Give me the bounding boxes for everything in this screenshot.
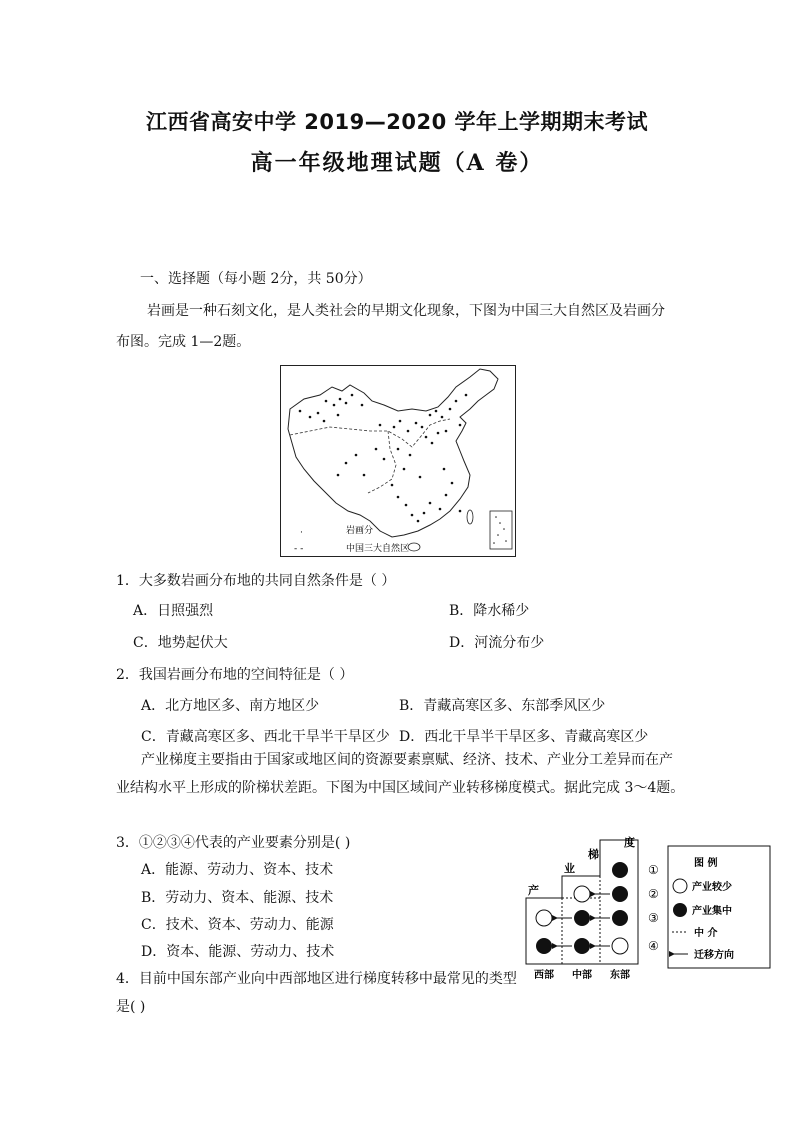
legend-hollow-circle <box>673 879 687 893</box>
q1-option-a: A．日照强烈 <box>133 603 214 619</box>
q3-option-a: A．能源、劳动力、资本、技术 <box>141 862 334 878</box>
map-legend-dash: - - <box>294 544 304 554</box>
passage2-line2: 业结构水平上形成的阶梯状差距。下图为中国区域间产业转移梯度模式。据此完成 3～4题。 <box>116 780 685 796</box>
x-label-west: 西部 <box>534 970 554 981</box>
china-rock-art-map <box>280 365 516 557</box>
q1-stem: 1．大多数岩画分布地的共同自然条件是（ ） <box>116 573 396 589</box>
q3-option-b: B．劳动力、资本、能源、技术 <box>141 890 334 906</box>
circle-r2-east <box>612 886 628 902</box>
x-label-central: 中部 <box>572 970 592 981</box>
industry-gradient-diagram <box>522 836 774 984</box>
q3-option-d: D．资本、能源、劳动力、技术 <box>141 944 335 960</box>
label-ye: 业 <box>564 862 575 875</box>
exam-title: 江西省高安中学 2019—2020 学年上学期期末考试 <box>145 110 648 134</box>
q2-stem: 2．我国岩画分布地的空间特征是（ ） <box>116 667 354 683</box>
circle-r3-east <box>612 910 628 926</box>
passage1-line1: 岩画是一种石刻文化，是人类社会的早期文化现象，下图为中国三大自然区及岩画分 <box>147 303 665 319</box>
circle-r3-central <box>574 910 590 926</box>
q1-option-b: B．降水稀少 <box>449 603 530 619</box>
q4-line2: 是( ) <box>116 999 146 1015</box>
section-heading: 一、选择题（每小题 2分，共 50分） <box>140 271 372 287</box>
row-label-2: ② <box>648 887 659 901</box>
x-label-east: 东部 <box>610 970 630 981</box>
q2-option-a: A．北方地区多、南方地区少 <box>141 698 320 714</box>
map-label-regions: 中国三大自然区 <box>346 544 410 554</box>
passage2-line1: 产业梯度主要指由于国家或地区间的资源要素禀赋、经济、技术、产业分工差异而在产 <box>141 752 673 768</box>
circle-r2-central <box>574 886 590 902</box>
legend-title: 图 例 <box>694 858 718 869</box>
circle-r4-central <box>574 938 590 954</box>
legend-concentrated: 产业集中 <box>692 906 732 917</box>
q1-option-d: D．河流分布少 <box>449 635 545 651</box>
q1-option-c: C．地势起伏大 <box>133 635 228 651</box>
q2-option-d: D．西北干旱半干旱区多、青藏高寒区少 <box>399 729 649 745</box>
q3-option-c: C．技术、资本、劳动力、能源 <box>141 917 334 933</box>
q2-option-b: B．青藏高寒区多、东部季风区少 <box>399 698 606 714</box>
row-label-1: ① <box>648 863 659 877</box>
label-chan: 产 <box>528 884 539 897</box>
circle-r4-west <box>536 938 552 954</box>
legend-direction: 迁移方向 <box>694 950 734 961</box>
q3-stem: 3．①②③④代表的产业要素分别是( ) <box>116 835 351 851</box>
exam-subtitle: 高一年级地理试题（A 卷） <box>250 150 544 176</box>
q4-line1: 4．目前中国东部产业向中西部地区进行梯度转移中最常见的类型 <box>116 971 517 987</box>
map-legend-dot: · <box>300 528 303 538</box>
map-frame <box>281 366 516 557</box>
passage1-line2: 布图。完成 1—2题。 <box>116 334 251 350</box>
legend-medium: 中 介 <box>694 928 718 939</box>
label-du: 度 <box>624 836 635 849</box>
circle-r4-east <box>612 938 628 954</box>
legend-filled-circle <box>673 903 687 917</box>
q2-option-c: C．青藏高寒区多、西北干旱半干旱区少 <box>141 729 390 745</box>
row-label-4: ④ <box>648 939 659 953</box>
row-label-3: ③ <box>648 911 659 925</box>
circle-r1-east <box>612 862 628 878</box>
label-ti: 梯 <box>588 848 599 861</box>
legend-less: 产业较少 <box>692 882 732 893</box>
map-label-rock-art: 岩画分 <box>346 526 374 536</box>
circle-r3-west <box>536 910 552 926</box>
